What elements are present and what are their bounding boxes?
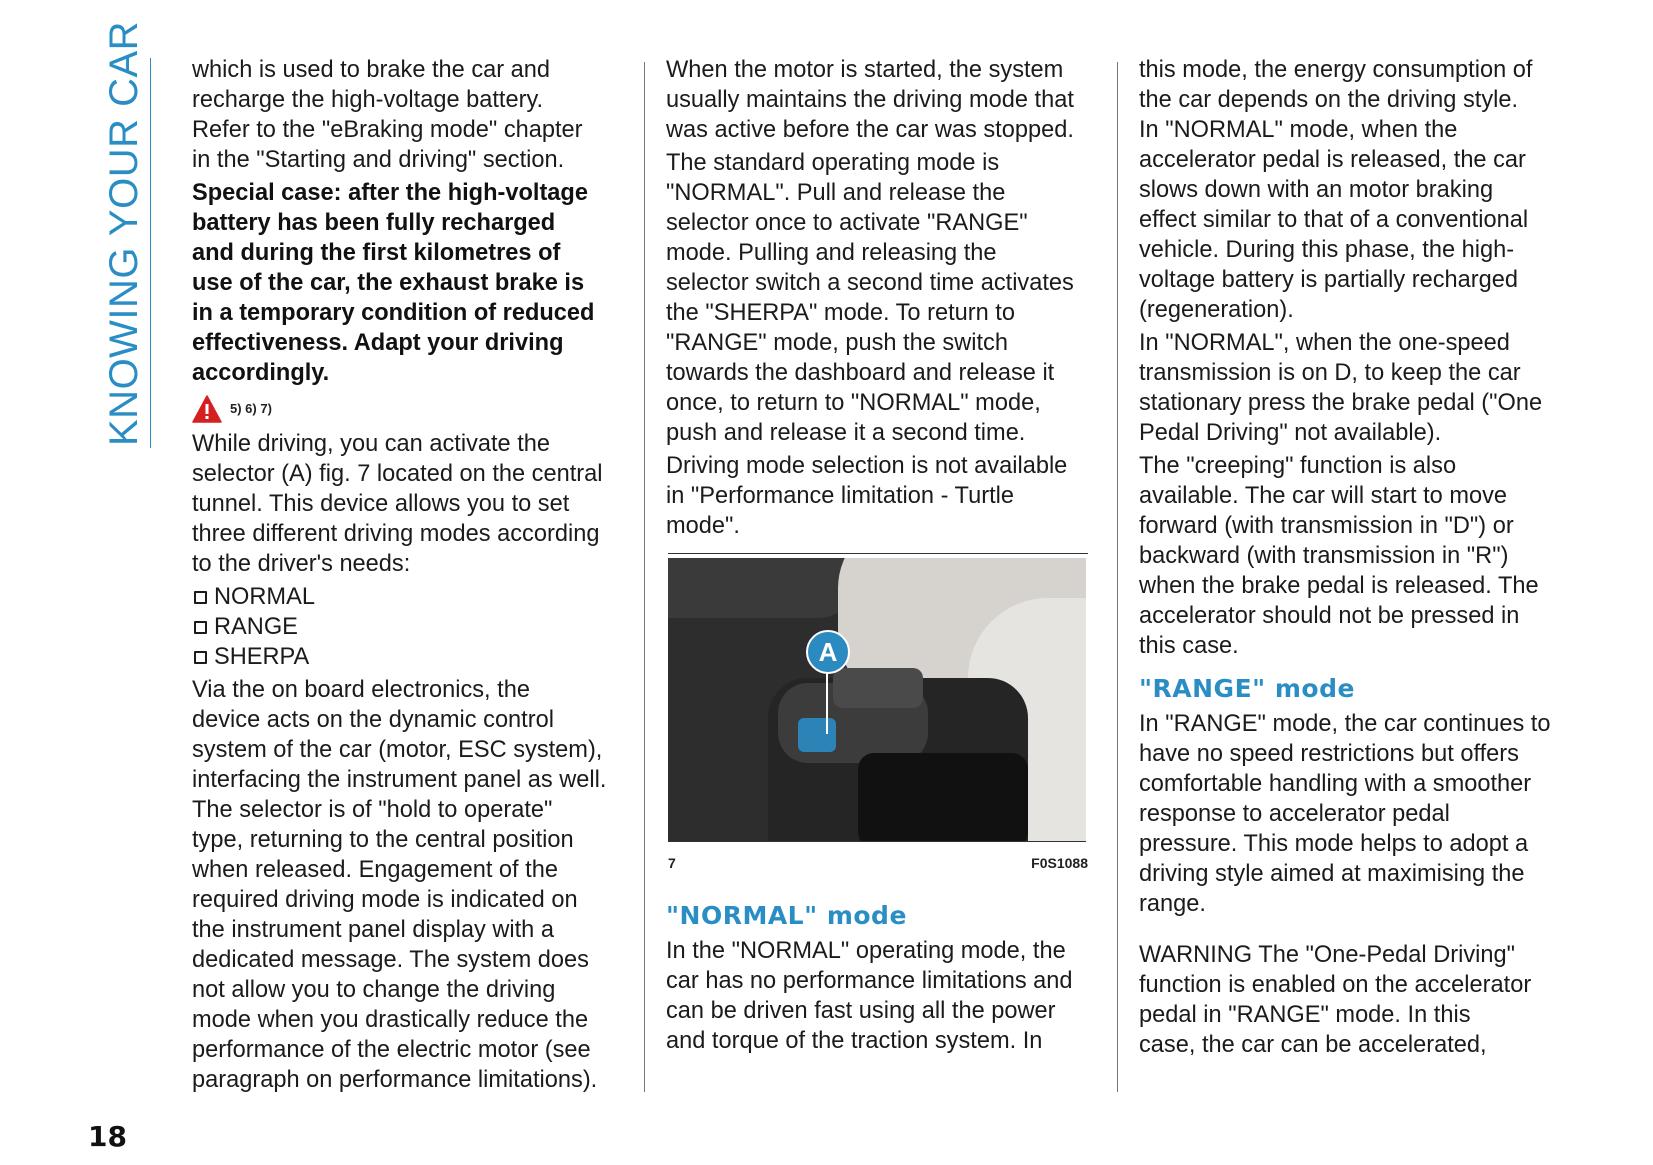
selector-paragraph: While driving, you can activate the selector (A) fig. 7 located on the central tunnel. This device allows you to set three different driving modes according to the driver's needs:	[192, 431, 603, 577]
special-case-paragraph: Special case: after the high-voltage battery has been fully recharged and during the first kilometres of use of the car, the exhaust brake is in a temporary condition of reduced effectiveness. Adapt your driving accordingly.	[192, 180, 595, 386]
warning-reference	[192, 391, 622, 427]
not-available-paragraph: Driving mode selection is not available in "Performance limitation - Turtle mode".	[666, 453, 1068, 539]
side-label-rule	[150, 58, 151, 448]
column-divider-2	[1117, 62, 1118, 1092]
electronics-paragraph: Via the on board electronics, the device acts on the dynamic control system of the car (motor, ESC system), interfacing the instrument panel as well. The selector is of "hold to operate" type, returning to the central position when released. Engagement of the required driving mode is indicated on the instrument panel display with a dedicated message. The system does not allow you to change the driving mode when you drastically reduce the performance of the electric motor (see paragraph on performance limitations).	[192, 677, 607, 1093]
spacer	[1139, 922, 1579, 940]
callout-leader-line	[826, 672, 828, 734]
energy-paragraph: this mode, the energy consumption of the car depends on the driving style. In "NORMAL" mode, when the accelerator pedal is released, the car slows down with an motor braking effect similar to that of a conventional vehicle. During this phase, the high- voltage battery is partially recharged (regeneration).	[1139, 57, 1533, 323]
intro-paragraph: which is used to brake the car and recharge the high-voltage battery. Refer to the "eBraking mode" chapter in the "Starting and driving" section.	[192, 57, 583, 173]
range-mode-paragraph: In "RANGE" mode, the car continues to have no speed restrictions but offers comfortable handling with a smoother response to accelerator pedal pressure. This mode helps to adopt a driving style aimed at maximising the range.	[1139, 711, 1551, 917]
cup-holder-shape	[858, 753, 1028, 842]
motor-started-paragraph: When the motor is started, the system usually maintains the driving mode that was active before the car was stopped.	[666, 57, 1074, 143]
creeping-paragraph: The "creeping" function is also available. The car will start to move forward (with transmission in "D") or backward (with transmission in "R") when the brake pedal is released. The accelerator should not be pressed in this case.	[1139, 453, 1539, 659]
figure-7	[668, 553, 1088, 878]
square-bullet-icon	[194, 591, 207, 604]
normal-mode-paragraph: In the "NORMAL" operating mode, the car has no performance limitations and can be driven fast using all the power and torque of the traction system. In	[666, 938, 1073, 1054]
button-cluster-shape	[833, 668, 923, 708]
center-console-photo	[668, 558, 1086, 842]
one-speed-paragraph: In "NORMAL", when the one-speed transmission is on D, to keep the car stationary press the brake pedal ("One Pedal Driving" not available).	[1139, 330, 1543, 446]
column-divider-1	[644, 62, 645, 1092]
section-side-label: KNOWING YOUR CAR	[102, 20, 146, 446]
figure-caption	[668, 848, 1088, 878]
square-bullet-icon	[194, 621, 207, 634]
list-item: NORMAL	[192, 582, 622, 612]
page-number: 18	[88, 1120, 127, 1153]
square-bullet-icon	[194, 651, 207, 664]
column-3	[1139, 55, 1579, 1063]
drive-mode-selector-knob	[798, 718, 836, 752]
standard-mode-paragraph: The standard operating mode is "NORMAL". Pull and release the selector once to activate "RANGE" mode. Pulling and releasing the selector switch a second time activates the "SHERPA" mode. To return to "RANGE" mode, push the switch towards the dashboard and release it once, to return to "NORMAL" mode, push and release it a second time.	[666, 150, 1074, 446]
warning-triangle-icon	[192, 395, 222, 423]
callout-a-label: A	[806, 630, 850, 674]
figure-number: 7	[668, 855, 676, 871]
list-item: RANGE	[192, 612, 622, 642]
list-item: SHERPA	[192, 642, 622, 672]
modes-list	[192, 582, 622, 672]
normal-mode-heading: "NORMAL" mode	[666, 901, 907, 930]
figure-top-rule	[668, 553, 1088, 554]
seat-left-shape	[668, 558, 858, 618]
column-1	[192, 55, 622, 1098]
figure-code: F0S1088	[1031, 855, 1088, 871]
range-mode-heading: "RANGE" mode	[1139, 674, 1355, 703]
one-pedal-warning-paragraph: WARNING The "One-Pedal Driving" function is enabled on the accelerator pedal in "RANGE" mode. In this case, the car can be accelerated,	[1139, 942, 1532, 1058]
warning-refs: 5) 6) 7)	[230, 401, 272, 416]
column-2	[666, 55, 1096, 1059]
